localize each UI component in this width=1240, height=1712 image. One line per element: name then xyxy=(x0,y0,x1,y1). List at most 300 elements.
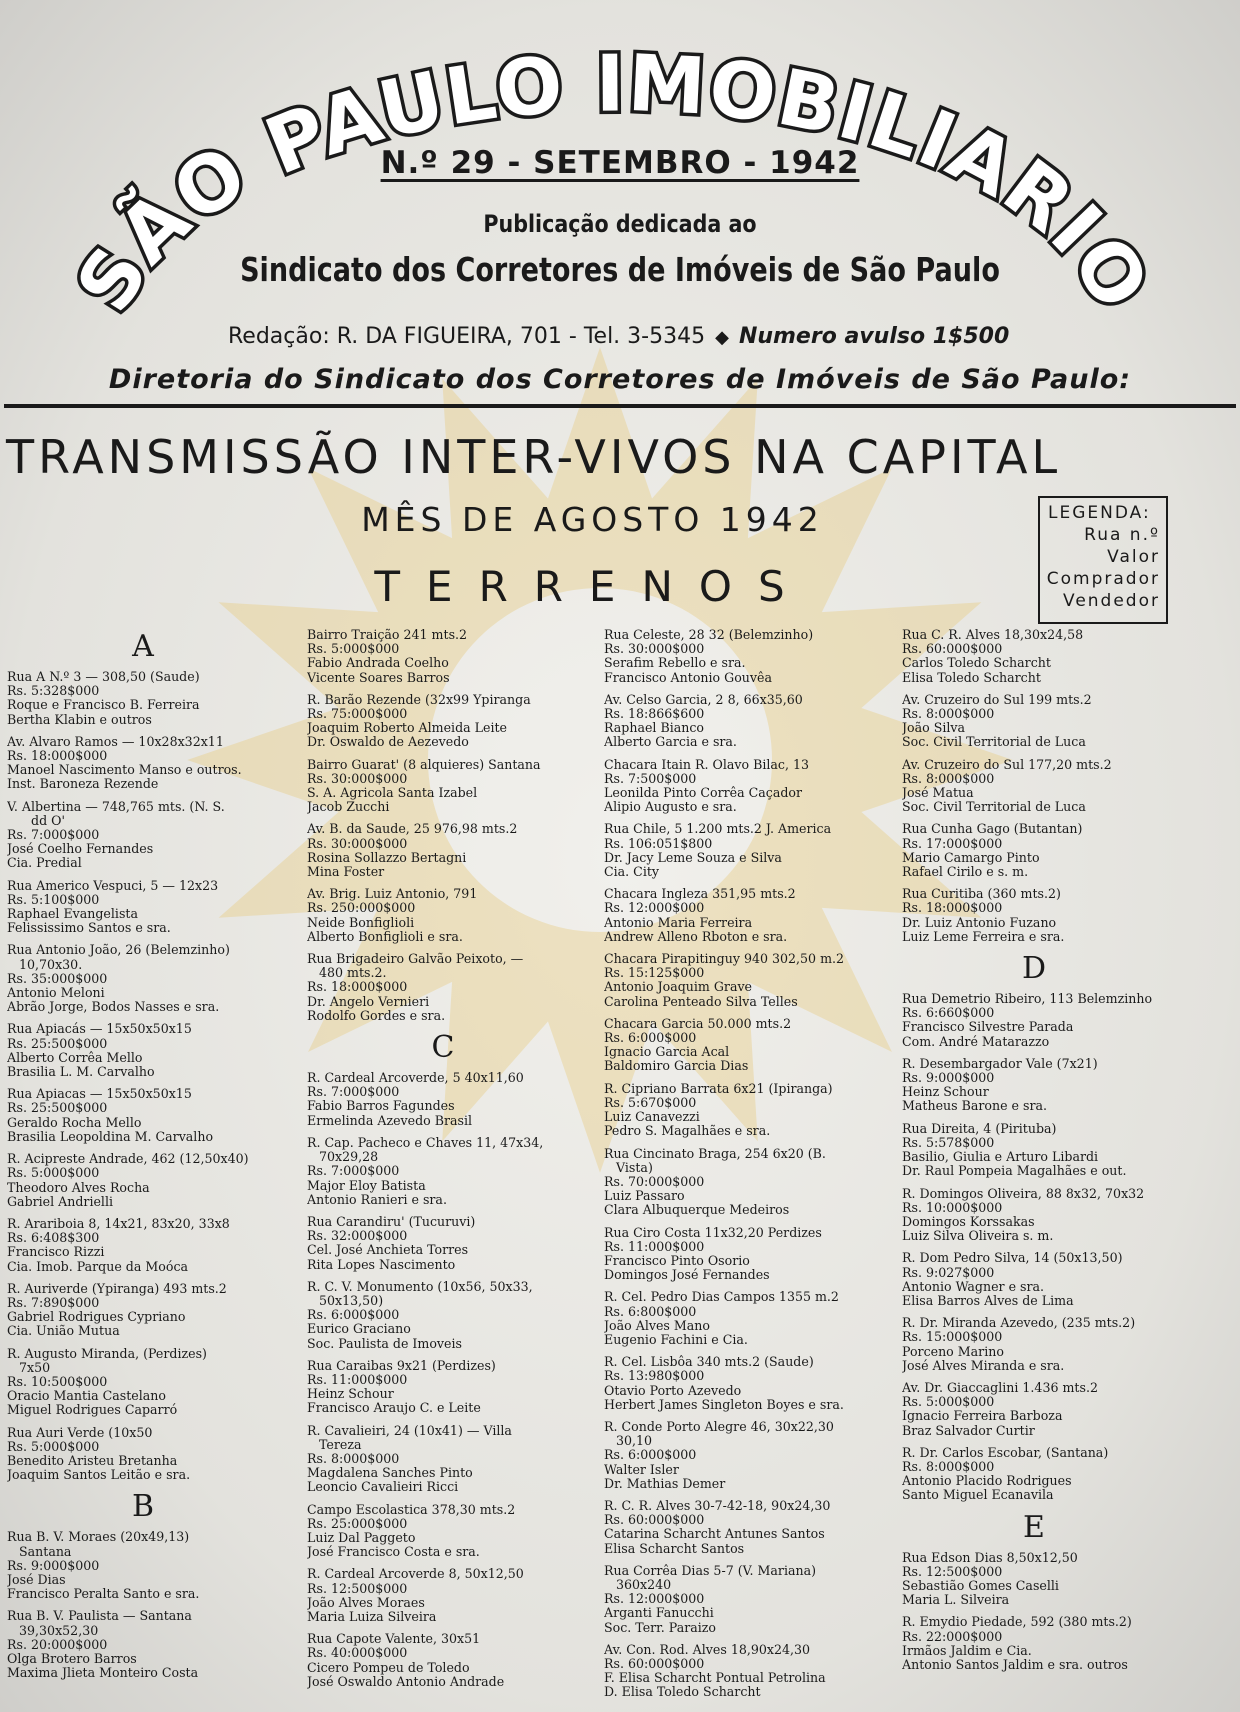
entry-line: Miguel Rodrigues Caparró xyxy=(7,1403,178,1418)
entry-line: Rs. 5:000$000 xyxy=(7,1439,100,1454)
entry-line: Rs. 10:500$000 xyxy=(7,1374,108,1389)
property-transaction-entry xyxy=(902,1122,1166,1179)
entry-line: Antonio Wagner e sra. xyxy=(902,1279,1045,1294)
entry-line: Ermelinda Azevedo Brasil xyxy=(307,1113,473,1128)
entry-line: Porceno Marino xyxy=(902,1344,1004,1359)
entry-line: Brasilia Leopoldina M. Carvalho xyxy=(7,1129,214,1144)
entry-line: Rua Antonio João, 26 (Belemzinho) xyxy=(7,943,230,958)
entry-line: Rs. 30:000$000 xyxy=(307,771,408,786)
entry-line: Luiz Canavezzi xyxy=(604,1110,700,1125)
entry-line: Brasilia L. M. Carvalho xyxy=(7,1065,155,1080)
entry-line: Alipio Augusto e sra. xyxy=(604,800,737,815)
entry-line: Chacara Garcia 50.000 mts.2 xyxy=(604,1016,792,1031)
entry-line: Leonilda Pinto Corrêa Caçador xyxy=(604,786,802,801)
month-subtitle: MÊS DE AGOSTO 1942 xyxy=(361,500,824,539)
entry-line: Rs. 32:000$000 xyxy=(307,1229,408,1244)
entry-line: 360x240 xyxy=(604,1577,672,1592)
entry-line: Rs. 250:000$000 xyxy=(307,901,416,916)
entry-line: Catarina Scharcht Antunes Santos xyxy=(604,1527,825,1542)
entry-line: Rs. 6:408$300 xyxy=(7,1231,100,1246)
property-transaction-entry xyxy=(7,1152,279,1209)
entry-line: Rs. 18:000$000 xyxy=(902,901,1003,916)
entry-line: Soc. Civil Territorial de Luca xyxy=(902,800,1086,815)
entry-line: Luiz Dal Paggeto xyxy=(307,1530,416,1545)
property-transaction-entry xyxy=(307,1136,579,1207)
entry-line: R. Cipriano Barrata 6x21 (Ipiranga) xyxy=(604,1081,833,1096)
masthead-title: SÃO PAULO IMOBILIARIO xyxy=(59,38,1167,328)
entry-line: Inst. Baroneza Rezende xyxy=(7,777,159,792)
property-transaction-entry xyxy=(604,628,876,685)
entry-line: D. Elisa Toledo Scharcht xyxy=(604,1685,761,1700)
entry-line: Rs. 17:000$000 xyxy=(902,836,1003,851)
entry-line: Rua Cunha Gago (Butantan) xyxy=(902,822,1083,837)
entry-line: R. Augusto Miranda, (Perdizes) xyxy=(7,1346,207,1361)
entry-line: Francisco Peralta Santo e sra. xyxy=(7,1587,200,1602)
entry-line: Rs. 8:000$000 xyxy=(902,707,995,722)
entry-line: Raphael Bianco xyxy=(604,721,704,736)
property-transaction-entry xyxy=(7,1530,279,1601)
entry-line: José Matua xyxy=(902,786,974,801)
entry-line: R. C. V. Monumento (10x56, 50x33, xyxy=(307,1279,533,1294)
entry-line: Antonio Placido Rodrigues xyxy=(902,1474,1072,1489)
property-transaction-entry xyxy=(902,1615,1166,1672)
entry-line: Mario Camargo Pinto xyxy=(902,850,1040,865)
entry-line: Rs. 6:660$000 xyxy=(902,1006,995,1021)
legend-title: LEGENDA: xyxy=(1048,503,1151,523)
entry-line: Dr. Angelo Vernieri xyxy=(307,994,430,1009)
entry-line: Heinz Schour xyxy=(902,1085,989,1100)
entry-line: Joaquim Roberto Almeida Leite xyxy=(307,721,508,736)
dedication-line: Publicação dedicada ao xyxy=(483,210,757,238)
alpha-section-letter: B xyxy=(131,1489,155,1525)
entry-line: Benedito Aristeu Bretanha xyxy=(7,1453,178,1468)
entry-line: Elisa Toledo Scharcht xyxy=(902,670,1041,685)
property-transaction-entry xyxy=(902,693,1166,750)
entry-line: Leoncio Cavalieiri Ricci xyxy=(307,1480,459,1495)
property-transaction-entry xyxy=(307,1567,579,1624)
entry-line: Rs. 25:000$000 xyxy=(307,1516,408,1531)
entry-line: Rs. 25:500$000 xyxy=(7,1036,108,1051)
entry-line: Walter Isler xyxy=(604,1462,679,1477)
listing-column-4 xyxy=(902,628,1166,1680)
entry-line: Com. André Matarazzo xyxy=(902,1034,1050,1049)
entry-line: João Alves Mano xyxy=(604,1318,710,1333)
property-transaction-entry xyxy=(307,1632,579,1689)
property-transaction-entry xyxy=(604,1147,876,1218)
entry-line: Rs. 11:000$000 xyxy=(307,1372,408,1387)
legend-item: Rua n.º xyxy=(1084,525,1160,545)
listing-column-1 xyxy=(7,628,279,1688)
entry-line: Rua C. R. Alves 18,30x24,58 xyxy=(902,628,1084,642)
property-transaction-entry xyxy=(7,1087,279,1144)
entry-line: Herbert James Singleton Boyes e sra. xyxy=(604,1397,844,1412)
entry-line: Vicente Soares Barros xyxy=(307,670,450,685)
entry-line: Rs. 12:500$000 xyxy=(902,1564,1003,1579)
legend-item: Valor xyxy=(1107,547,1160,567)
entry-line: Clara Albuquerque Medeiros xyxy=(604,1203,790,1218)
property-transaction-entry xyxy=(604,758,876,815)
entry-line: José Alves Miranda e sra. xyxy=(902,1358,1065,1373)
entry-line: Av. Celso Garcia, 2 8, 66x35,60 xyxy=(604,692,803,707)
entry-line: Rua Apiacas — 15x50x50x15 xyxy=(7,1087,192,1102)
entry-line: Bairro Guarat' (8 alquieres) Santana xyxy=(307,757,541,772)
alpha-section-letter: C xyxy=(431,1030,455,1066)
entry-line: Rs. 22:000$000 xyxy=(902,1629,1003,1644)
entry-line: Rodolfo Gordes e sra. xyxy=(307,1008,446,1023)
entry-line: Rs. 70:000$000 xyxy=(604,1174,705,1189)
entry-line: V. Albertina — 748,765 mts. (N. S. xyxy=(7,799,225,814)
entry-line: Av. Brig. Luiz Antonio, 791 xyxy=(307,887,478,902)
entry-line: Rua Capote Valente, 30x51 xyxy=(307,1632,481,1647)
entry-line: Irmãos Jaldim e Cia. xyxy=(902,1643,1032,1658)
entry-line: Bertha Klabin e outros xyxy=(7,712,152,727)
entry-line: Olga Brotero Barros xyxy=(7,1651,137,1666)
property-transaction-entry xyxy=(604,822,876,879)
entry-line: Rs. 30:000$000 xyxy=(604,642,705,657)
entry-line: Rs. 8:000$000 xyxy=(307,1451,400,1466)
entry-line: Gabriel Rodrigues Cypriano xyxy=(7,1310,186,1325)
entry-line: Rs. 9:000$000 xyxy=(902,1071,995,1086)
property-transaction-entry xyxy=(7,1217,279,1274)
issue-line: N.º 29 - SETEMBRO - 1942 xyxy=(380,145,860,181)
entry-line: Dr. Raul Pompeia Magalhães e out. xyxy=(902,1164,1127,1179)
entry-line: R. Cardeal Arcoverde 8, 50x12,50 xyxy=(307,1567,524,1582)
entry-line: 30,10 xyxy=(604,1434,653,1449)
entry-line: Rs. 5:100$000 xyxy=(7,892,100,907)
entry-line: Rua Ciro Costa 11x32,20 Perdizes xyxy=(604,1225,822,1240)
property-transaction-entry xyxy=(902,1551,1166,1608)
entry-line: Soc. Civil Territorial de Luca xyxy=(902,735,1086,750)
entry-line: Soc. Paulista de Imoveis xyxy=(307,1336,462,1351)
property-transaction-entry xyxy=(604,952,876,1009)
entry-line: Elisa Barros Alves de Lima xyxy=(902,1293,1074,1308)
entry-line: Luiz Passaro xyxy=(604,1189,685,1204)
entry-line: Rs. 13:980$000 xyxy=(604,1369,705,1384)
entry-line: Bairro Traição 241 mts.2 xyxy=(307,628,468,642)
entry-line: Braz Salvador Curtir xyxy=(902,1423,1035,1438)
entry-line: Rua Edson Dias 8,50x12,50 xyxy=(902,1550,1078,1565)
entry-line: R. C. R. Alves 30-7-42-18, 90x24,30 xyxy=(604,1498,831,1513)
entry-line: F. Elisa Scharcht Pontual Petrolina xyxy=(604,1671,826,1686)
entry-line: Tereza xyxy=(307,1437,362,1452)
single-issue-price: Numero avulso 1$500 xyxy=(738,324,1010,349)
property-transaction-entry xyxy=(604,1017,876,1074)
alpha-section-letter: A xyxy=(132,629,154,664)
entry-line: Carlos Toledo Scharcht xyxy=(902,656,1051,671)
property-transaction-entry xyxy=(902,822,1166,879)
legend-box xyxy=(1038,496,1168,624)
entry-line: R. Cel. Pedro Dias Campos 1355 m.2 xyxy=(604,1290,839,1305)
entry-line: Rua Apiacás — 15x50x50x15 xyxy=(7,1022,192,1037)
property-transaction-entry xyxy=(902,1251,1166,1308)
entry-line: Rua Caraibas 9x21 (Perdizes) xyxy=(307,1358,496,1373)
entry-line: Rs. 30:000$000 xyxy=(307,836,408,851)
entry-line: R. Dr. Carlos Escobar, (Santana) xyxy=(902,1445,1109,1460)
entry-line: Cia. Imob. Parque da Moóca xyxy=(7,1259,189,1274)
entry-line: Rs. 60:000$000 xyxy=(902,642,1003,657)
entry-line: Rs. 15:125$000 xyxy=(604,966,705,981)
entry-line: Antonio Santos Jaldim e sra. outros xyxy=(902,1657,1128,1672)
entry-line: Abrão Jorge, Bodos Nasses e sra. xyxy=(7,1000,220,1015)
entry-line: Domingos José Fernandes xyxy=(604,1268,770,1283)
syndicate-name: Sindicato dos Corretores de Imóveis de São Paulo xyxy=(240,250,1000,289)
entry-line: Elisa Scharcht Santos xyxy=(604,1541,745,1556)
property-transaction-entry xyxy=(902,887,1166,944)
entry-line: Dr. Mathias Demer xyxy=(604,1476,726,1491)
entry-line: Rua B. V. Paulista — Santana xyxy=(7,1609,192,1624)
property-transaction-entry xyxy=(7,943,279,1014)
entry-line: Raphael Evangelista xyxy=(7,907,138,922)
entry-line: Carolina Penteado Silva Telles xyxy=(604,994,798,1009)
property-transaction-entry xyxy=(307,1359,579,1416)
property-transaction-entry xyxy=(307,1424,579,1495)
property-transaction-entry xyxy=(307,1280,579,1351)
entry-line: Rua Americo Vespuci, 5 — 12x23 xyxy=(7,878,219,893)
entry-line: João Silva xyxy=(902,721,966,736)
entry-line: Rua A N.º 3 — 308,50 (Saude) xyxy=(7,670,200,684)
entry-line: Dr. Luiz Antonio Fuzano xyxy=(902,915,1057,930)
entry-line: Av. Dr. Giaccaglini 1.436 mts.2 xyxy=(902,1380,1098,1395)
entry-line: Sebastião Gomes Caselli xyxy=(902,1578,1059,1593)
entry-line: Chacara Ingleza 351,95 mts.2 xyxy=(604,887,796,902)
entry-line: Rs. 8:000$000 xyxy=(902,1459,995,1474)
entry-line: Alberto Bonfiglioli e sra. xyxy=(307,929,463,944)
entry-line: Francisco Antonio Gouvêa xyxy=(604,670,772,685)
entry-line: Rs. 60:000$000 xyxy=(604,1513,705,1528)
entry-line: Eugenio Fachini e Cia. xyxy=(604,1332,748,1347)
entry-line: Roque e Francisco B. Ferreira xyxy=(7,698,200,713)
property-transaction-entry xyxy=(902,992,1166,1049)
property-transaction-entry xyxy=(307,693,579,750)
entry-line: R. Dom Pedro Silva, 14 (50x13,50) xyxy=(902,1251,1123,1266)
entry-line: Soc. Terr. Paraizo xyxy=(604,1620,716,1635)
entry-line: 50x13,50) xyxy=(307,1293,384,1308)
entry-line: Rs. 10:000$000 xyxy=(902,1200,1003,1215)
entry-line: Av. Con. Rod. Alves 18,90x24,30 xyxy=(604,1642,811,1657)
diamond-icon: ◆ xyxy=(715,327,729,348)
alpha-section-letter: E xyxy=(1023,1509,1045,1545)
entry-line: Rs. 12:000$000 xyxy=(604,901,705,916)
property-transaction-entry xyxy=(7,879,279,936)
property-transaction-entry xyxy=(604,1082,876,1139)
entry-line: Antonio Meloni xyxy=(7,986,105,1001)
entry-line: Rs. 5:578$000 xyxy=(902,1135,995,1150)
entry-line: Rs. 7:890$000 xyxy=(7,1295,100,1310)
property-transaction-entry xyxy=(7,1022,279,1079)
entry-line: 10,70x30. xyxy=(7,957,83,972)
entry-line: Rs. 18:000$000 xyxy=(307,980,408,995)
listing-column-2 xyxy=(307,628,579,1697)
property-transaction-entry xyxy=(604,1290,876,1347)
entry-line: Rs. 7:000$000 xyxy=(307,1085,400,1100)
property-transaction-entry xyxy=(7,735,279,792)
entry-line: Felississimo Santos e sra. xyxy=(7,921,171,936)
entry-line: Rua Direita, 4 (Pirituba) xyxy=(902,1121,1057,1136)
entry-line: Cia. União Mutua xyxy=(7,1324,120,1339)
entry-line: Rs. 40:000$000 xyxy=(307,1646,408,1661)
entry-line: Rs. 12:000$000 xyxy=(604,1592,705,1607)
entry-line: Neide Bonfiglioli xyxy=(307,915,415,930)
entry-line: Rs. 11:000$000 xyxy=(604,1239,705,1254)
entry-line: R. Emydio Piedade, 592 (380 mts.2) xyxy=(902,1615,1132,1630)
entry-line: Rs. 25:500$000 xyxy=(7,1101,108,1116)
entry-line: Geraldo Rocha Mello xyxy=(7,1115,142,1130)
property-transaction-entry xyxy=(902,758,1166,815)
entry-line: Rs. 6:000$000 xyxy=(307,1308,400,1323)
entry-line: Maxima Jlieta Monteiro Costa xyxy=(7,1666,199,1681)
property-transaction-entry xyxy=(902,628,1166,685)
entry-line: Maria Luiza Silveira xyxy=(307,1609,437,1624)
entry-line: Fabio Barros Fagundes xyxy=(307,1099,455,1114)
entry-line: Alberto Corrêa Mello xyxy=(7,1050,143,1065)
entry-line: Rs. 9:000$000 xyxy=(7,1558,100,1573)
entry-line: R. Cel. Lisbôa 340 mts.2 (Saude) xyxy=(604,1355,814,1370)
property-transaction-entry xyxy=(307,758,579,815)
entry-line: Rs. 8:000$000 xyxy=(902,771,995,786)
entry-line: Rua Auri Verde (10x50 xyxy=(7,1425,153,1440)
entry-line: R. Conde Porto Alegre 46, 30x22,30 xyxy=(604,1419,834,1434)
property-transaction-entry xyxy=(307,1215,579,1272)
entry-line: Rosina Sollazzo Bertagni xyxy=(307,850,467,865)
entry-line: 70x29,28 xyxy=(307,1150,379,1165)
entry-line: João Alves Moraes xyxy=(307,1595,425,1610)
entry-line: Luiz Leme Ferreira e sra. xyxy=(902,929,1065,944)
entry-line: José Coelho Fernandes xyxy=(7,842,154,857)
entry-line: Fabio Andrada Coelho xyxy=(307,656,449,671)
entry-line: Rs. 35:000$000 xyxy=(7,971,108,986)
entry-line: Luiz Silva Oliveira s. m. xyxy=(902,1229,1054,1244)
entry-line: Rua Cincinato Braga, 254 6x20 (B. xyxy=(604,1146,826,1161)
entry-line: Rs. 75:000$000 xyxy=(307,707,408,722)
entry-line: Rs. 7:000$000 xyxy=(7,828,100,843)
entry-line: Rs. 6:800$000 xyxy=(604,1304,697,1319)
entry-line: Ignacio Ferreira Barboza xyxy=(902,1409,1063,1424)
property-transaction-entry xyxy=(307,1071,579,1128)
property-transaction-entry xyxy=(902,1316,1166,1373)
entry-line: Santo Miguel Ecanavila xyxy=(902,1488,1054,1503)
listing-column-3 xyxy=(604,628,876,1708)
entry-line: Cia. Predial xyxy=(7,856,82,871)
entry-line: R. Cap. Pacheco e Chaves 11, 47x34, xyxy=(307,1135,544,1150)
entry-line: Rua Demetrio Ribeiro, 113 Belemzinho xyxy=(902,992,1153,1007)
entry-line: Rua Brigadeiro Galvão Peixoto, — xyxy=(307,952,524,967)
entry-line: Campo Escolastica 378,30 mts.2 xyxy=(307,1502,516,1517)
property-transaction-entry xyxy=(604,1355,876,1412)
category-title: TERRENOS xyxy=(374,562,811,611)
entry-line: Antonio Maria Ferreira xyxy=(604,915,753,930)
entry-line: Rua Corrêa Dias 5-7 (V. Mariana) xyxy=(604,1563,817,1578)
entry-line: Santana xyxy=(7,1544,72,1559)
entry-line: Dr. Oswaldo de Aezevedo xyxy=(307,735,469,750)
entry-line: Antonio Ranieri e sra. xyxy=(307,1192,447,1207)
legend-item: Comprador xyxy=(1046,569,1160,589)
property-transaction-entry xyxy=(604,1420,876,1491)
entry-line: Rs. 20:000$000 xyxy=(7,1637,108,1652)
entry-line: Av. Cruzeiro do Sul 177,20 mts.2 xyxy=(902,757,1112,772)
property-transaction-entry xyxy=(902,1446,1166,1503)
entry-line: 39,30x52,30 xyxy=(7,1623,99,1638)
masthead-rule xyxy=(4,404,1236,408)
entry-line: Rs. 5:000$000 xyxy=(7,1166,100,1181)
property-transaction-entry xyxy=(604,1226,876,1283)
entry-line: Rita Lopes Nascimento xyxy=(307,1257,456,1272)
entry-line: Andrew Alleno Rboton e sra. xyxy=(604,929,788,944)
entry-line: Arganti Fanucchi xyxy=(604,1606,714,1621)
entry-line: Rs. 5:670$000 xyxy=(604,1095,697,1110)
entry-line: José Francisco Costa e sra. xyxy=(307,1545,480,1560)
entry-line: Oracio Mantia Castelano xyxy=(7,1389,166,1404)
entry-line: Francisco Araujo C. e Leite xyxy=(307,1401,481,1416)
entry-line: José Oswaldo Antonio Andrade xyxy=(307,1674,505,1689)
alpha-section-letter: D xyxy=(1021,951,1047,987)
editorial-address xyxy=(228,324,1009,349)
entry-line: Rs. 15:000$000 xyxy=(902,1330,1003,1345)
entry-line: Eurico Graciano xyxy=(307,1322,411,1337)
entry-line: Rafael Cirilo e s. m. xyxy=(902,865,1029,880)
entry-line: dd O' xyxy=(7,813,65,828)
entry-line: Basilio, Giulia e Arturo Libardi xyxy=(902,1150,1099,1165)
entry-line: R. Barão Rezende (32x99 Ypiranga xyxy=(307,692,531,707)
property-transaction-entry xyxy=(7,1426,279,1483)
property-transaction-entry xyxy=(307,628,579,685)
entry-line: Jacob Zucchi xyxy=(307,800,390,815)
property-transaction-entry xyxy=(604,1643,876,1700)
property-transaction-entry xyxy=(7,670,279,727)
property-transaction-entry xyxy=(7,800,279,871)
entry-line: Vista) xyxy=(604,1160,653,1175)
entry-line: Rs. 12:500$000 xyxy=(307,1581,408,1596)
entry-line: Magdalena Sanches Pinto xyxy=(307,1466,473,1481)
entry-line: Chacara Itain R. Olavo Bilac, 13 xyxy=(604,757,809,772)
entry-line: Rs. 7:000$000 xyxy=(307,1164,400,1179)
entry-line: Av. Cruzeiro do Sul 199 mts.2 xyxy=(902,692,1092,707)
property-transaction-entry xyxy=(7,1347,279,1418)
entry-line: Mina Foster xyxy=(307,865,385,880)
entry-line: Av. Alvaro Ramos — 10x28x32x11 xyxy=(7,734,224,749)
entry-line: Cel. José Anchieta Torres xyxy=(307,1243,469,1258)
entry-line: Antonio Joaquim Grave xyxy=(604,980,753,995)
entry-line: Rua Chile, 5 1.200 mts.2 J. America xyxy=(604,822,832,837)
entry-line: Rs. 5:328$000 xyxy=(7,684,100,699)
entry-line: Serafim Rebello e sra. xyxy=(604,656,746,671)
property-transaction-entry xyxy=(307,822,579,879)
property-transaction-entry xyxy=(604,1564,876,1635)
entry-line: Rs. 106:051$800 xyxy=(604,836,713,851)
property-transaction-entry xyxy=(7,1609,279,1680)
entry-line: R. Auriverde (Ypiranga) 493 mts.2 xyxy=(7,1281,227,1296)
entry-line: R. Domingos Oliveira, 88 8x32, 70x32 xyxy=(902,1186,1145,1201)
entry-line: Rs. 7:500$000 xyxy=(604,771,697,786)
address-text: Redação: R. DA FIGUEIRA, 701 - Tel. 3-5345 xyxy=(228,324,706,349)
entry-line: Theodoro Alves Rocha xyxy=(7,1180,150,1195)
property-transaction-entry xyxy=(604,693,876,750)
entry-line: Francisco Rizzi xyxy=(7,1245,105,1260)
property-transaction-entry xyxy=(604,1499,876,1556)
entry-line: Rs. 18:000$000 xyxy=(7,749,108,764)
section-title: TRANSMISSÃO INTER-VIVOS NA CAPITAL xyxy=(6,430,1062,484)
entry-line: Cicero Pompeu de Toledo xyxy=(307,1660,470,1675)
entry-line: José Dias xyxy=(7,1572,66,1587)
legend-item: Vendedor xyxy=(1063,591,1160,611)
entry-line: Rs. 5:000$000 xyxy=(902,1395,995,1410)
entry-line: R. Dr. Miranda Azevedo, (235 mts.2) xyxy=(902,1316,1136,1331)
entry-line: 7x50 xyxy=(7,1360,51,1375)
entry-line: Joaquim Santos Leitão e sra. xyxy=(7,1468,191,1483)
entry-line: S. A. Agricola Santa Izabel xyxy=(307,786,478,801)
entry-line: Major Eloy Batista xyxy=(307,1178,426,1193)
entry-line: Francisco Pinto Osorio xyxy=(604,1253,750,1268)
entry-line: Rs. 9:027$000 xyxy=(902,1265,995,1280)
